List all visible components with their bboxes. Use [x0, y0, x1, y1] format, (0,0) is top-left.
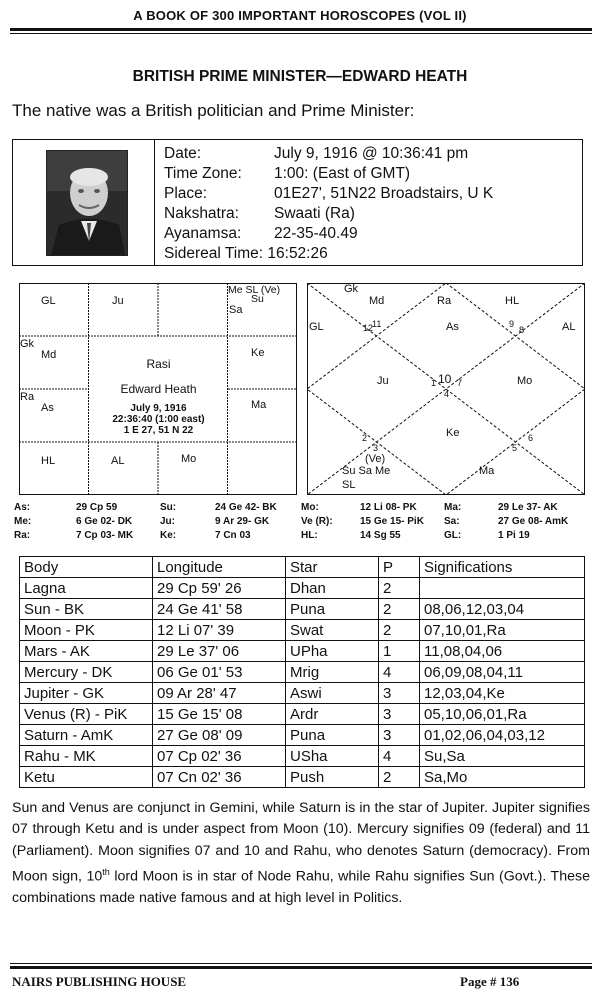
rasi-gk: Gk: [20, 338, 35, 350]
rasi-center-time: 22:36:40 (1:00 east): [112, 414, 205, 425]
table-row: [20, 683, 585, 704]
nav-ma: Ma: [479, 465, 495, 477]
info-sidereal-time: Sidereal Time: 16:52:26: [164, 245, 328, 262]
footer-rule-thin: [10, 963, 592, 964]
north-chart: [307, 283, 585, 495]
cell: Jupiter - GK: [20, 683, 153, 704]
rasi-center-place: 1 E 27, 51 N 22: [123, 425, 194, 436]
paragraph-text-cont: lord Moon is in star of Node Rahu, while Rahu signifies Sun (Govt.). These combinations made native famous and at high level in Politics.: [12, 868, 590, 906]
cell: 27 Ge 08' 09: [153, 725, 286, 746]
cell: 1: [379, 641, 420, 662]
cell: Ketu: [20, 767, 153, 788]
table-row: [20, 641, 585, 662]
cell: 4: [379, 746, 420, 767]
cell: 11,08,04,06: [420, 641, 585, 662]
pos-value: 6 Ge 02- DK: [76, 516, 133, 527]
nav-hl: HL: [505, 295, 520, 307]
info-timezone: Time Zone: 1:00: (East of GMT): [164, 165, 411, 182]
pos-label: Ju:: [160, 516, 175, 527]
cell: Aswi: [286, 683, 379, 704]
table-row: [20, 620, 585, 641]
cell: 29 Cp 59' 26: [153, 578, 286, 599]
table-row: [20, 578, 585, 599]
cell: Lagna: [20, 578, 153, 599]
cell: 3: [379, 683, 420, 704]
table-row: [20, 662, 585, 683]
cell: Mars - AK: [20, 641, 153, 662]
rasi-su: Su: [251, 293, 264, 305]
footer-rule: [10, 966, 592, 969]
rasi-as: As: [41, 402, 54, 414]
nav-ju: Ju: [377, 375, 389, 387]
nav-n12: 12: [363, 323, 374, 333]
paragraph-text: Sun and Venus are conjunct in Gemini, while Saturn is in the star of Jupiter. Jupiter signifies 07 through Ketu and is under aspect from Moon (10). Mercury signifies 09 (federal) and 11 (Parliament). Moon signifies 07 and 10 and Rahu, who denotes Saturn (democracy). From Moon sign, 10: [12, 800, 590, 885]
pos-label: Ma:: [444, 502, 462, 513]
rasi-ma: Ma: [251, 399, 267, 411]
cell: Puna: [286, 599, 379, 620]
pos-value: 14 Sg 55: [360, 530, 401, 541]
nav-n3: 3: [373, 443, 379, 453]
pos-value: 29 Cp 59: [76, 502, 118, 513]
cell: 01,02,06,04,03,12: [420, 725, 585, 746]
page-number: Page # 136: [460, 974, 520, 989]
portrait-photo: [46, 150, 128, 256]
cell: Sun - BK: [20, 599, 153, 620]
pos-label: As:: [14, 502, 31, 513]
cell: 07 Cp 02' 36: [153, 746, 286, 767]
nav-n9: 9: [509, 319, 515, 329]
nav-mo: Mo: [517, 375, 533, 387]
cell: Moon - PK: [20, 620, 153, 641]
cell: 2: [379, 620, 420, 641]
cell: Sa,Mo: [420, 767, 585, 788]
nav-n4: 4: [444, 389, 450, 399]
rasi-ju: Ju: [112, 295, 124, 307]
page-title: BRITISH PRIME MINISTER—EDWARD HEATH: [132, 68, 468, 85]
cell: Swat: [286, 620, 379, 641]
pos-value: 12 Li 08- PK: [360, 502, 417, 513]
nav-n2: 2: [362, 433, 368, 443]
col-header: Body: [20, 557, 153, 578]
cell: 2: [379, 767, 420, 788]
cell: UPha: [286, 641, 379, 662]
col-header: Significations: [420, 557, 585, 578]
pos-value: 27 Ge 08- AmK: [498, 516, 569, 527]
cell: Rahu - MK: [20, 746, 153, 767]
pos-value: 7 Cn 03: [215, 530, 251, 541]
nav-al: AL: [562, 321, 576, 333]
cell: Venus (R) - PiK: [20, 704, 153, 725]
cell: 07 Cn 02' 36: [153, 767, 286, 788]
rasi-md: Md: [41, 349, 57, 361]
nav-gk: Gk: [344, 283, 359, 295]
info-date: Date: July 9, 1916 @ 10:36:41 pm: [164, 145, 469, 162]
nav-n7: 7: [457, 378, 463, 388]
nav-sl: SL: [342, 479, 356, 491]
nav-ra: Ra: [437, 295, 452, 307]
pos-value: 7 Cp 03- MK: [76, 530, 134, 541]
nav-n6: 6: [528, 433, 534, 443]
cell: 3: [379, 704, 420, 725]
nav-susame: Su Sa Me: [342, 465, 391, 477]
table-row: [20, 599, 585, 620]
pos-value: 1 Pi 19: [498, 530, 530, 541]
cell: Puna: [286, 725, 379, 746]
cell: Push: [286, 767, 379, 788]
cell: 29 Le 37' 06: [153, 641, 286, 662]
superscript: th: [102, 866, 110, 877]
pos-value: 9 Ar 29- GK: [215, 516, 270, 527]
rasi-ke: Ke: [251, 347, 265, 359]
info-ayanamsa: Ayanamsa: 22-35-40.49: [164, 225, 358, 242]
pos-label: HL:: [301, 530, 318, 541]
col-header: Longitude: [153, 557, 286, 578]
pos-label: Ra:: [14, 530, 31, 541]
table-row: [20, 725, 585, 746]
rasi-sa: Sa: [229, 304, 243, 316]
table-row: [20, 704, 585, 725]
table-row: [20, 767, 585, 788]
nav-md: Md: [369, 295, 385, 307]
nav-n5: 5: [512, 443, 518, 453]
cell: 15 Ge 15' 08: [153, 704, 286, 725]
rasi-ra: Ra: [20, 391, 35, 403]
rasi-center-title: Rasi: [146, 357, 171, 371]
pos-label: Sa:: [444, 516, 460, 527]
cell: 06,09,08,04,11: [420, 662, 585, 683]
pos-label: Su:: [160, 502, 177, 513]
nav-n1: 1: [431, 378, 437, 388]
cell: 08,06,12,03,04: [420, 599, 585, 620]
info-divider: [154, 139, 155, 265]
cell: 06 Ge 01' 53: [153, 662, 286, 683]
rasi-hl: HL: [41, 455, 56, 467]
header-rule-thin: [10, 33, 592, 34]
pos-label: Mo:: [301, 502, 319, 513]
rasi-mo: Mo: [181, 453, 197, 465]
nav-n10: 10: [438, 372, 452, 386]
nav-n11: 11: [372, 319, 382, 329]
intro-text: The native was a British politician and Prime Minister:: [12, 101, 415, 120]
cell: 07,10,01,Ra: [420, 620, 585, 641]
analysis-paragraph: [12, 798, 590, 909]
info-nakshatra: Nakshatra: Swaati (Ra): [164, 205, 355, 222]
cell: Mercury - DK: [20, 662, 153, 683]
cell: 12 Li 07' 39: [153, 620, 286, 641]
pos-label: GL:: [444, 530, 462, 541]
cell: 12,03,04,Ke: [420, 683, 585, 704]
rasi-gl: GL: [41, 295, 56, 307]
col-header: Star: [286, 557, 379, 578]
publisher-name: NAIRS PUBLISHING HOUSE: [12, 974, 187, 989]
rasi-center-date: July 9, 1916: [130, 403, 187, 414]
cell: 4: [379, 662, 420, 683]
cell: USha: [286, 746, 379, 767]
pos-label: Ke:: [160, 530, 177, 541]
header-rule: [10, 28, 592, 31]
table-row: [20, 746, 585, 767]
cell: 09 Ar 28' 47: [153, 683, 286, 704]
book-header: A BOOK OF 300 IMPORTANT HOROSCOPES (VOL II): [133, 8, 467, 23]
cell: Saturn - AmK: [20, 725, 153, 746]
cell: 24 Ge 41' 58: [153, 599, 286, 620]
nav-ke: Ke: [446, 427, 460, 439]
cell: 2: [379, 578, 420, 599]
cell: [420, 578, 585, 599]
cell: Mrig: [286, 662, 379, 683]
nav-as: As: [446, 321, 459, 333]
cell: Dhan: [286, 578, 379, 599]
rasi-mesl: Me SL (Ve): [228, 284, 281, 296]
rasi-al: AL: [111, 455, 125, 467]
rasi-center-name: Edward Heath: [120, 382, 197, 396]
cell: Su,Sa: [420, 746, 585, 767]
table-header-row: [20, 557, 585, 578]
cell: 2: [379, 599, 420, 620]
cell: 3: [379, 725, 420, 746]
pos-label: Ve (R):: [301, 516, 333, 527]
cell: Ardr: [286, 704, 379, 725]
pos-value: 24 Ge 42- BK: [215, 502, 277, 513]
nav-ve: (Ve): [365, 453, 386, 465]
planet-table: [19, 556, 585, 788]
col-header: P: [379, 557, 420, 578]
info-place: Place: 01E27', 51N22 Broadstairs, U K: [164, 185, 494, 202]
rasi-chart: [19, 283, 297, 495]
pos-label: Me:: [14, 516, 32, 527]
nav-n8: 8: [519, 325, 525, 335]
nav-gl: GL: [309, 321, 324, 333]
pos-value: 29 Le 37- AK: [498, 502, 558, 513]
cell: 05,10,06,01,Ra: [420, 704, 585, 725]
pos-value: 15 Ge 15- PiK: [360, 516, 424, 527]
